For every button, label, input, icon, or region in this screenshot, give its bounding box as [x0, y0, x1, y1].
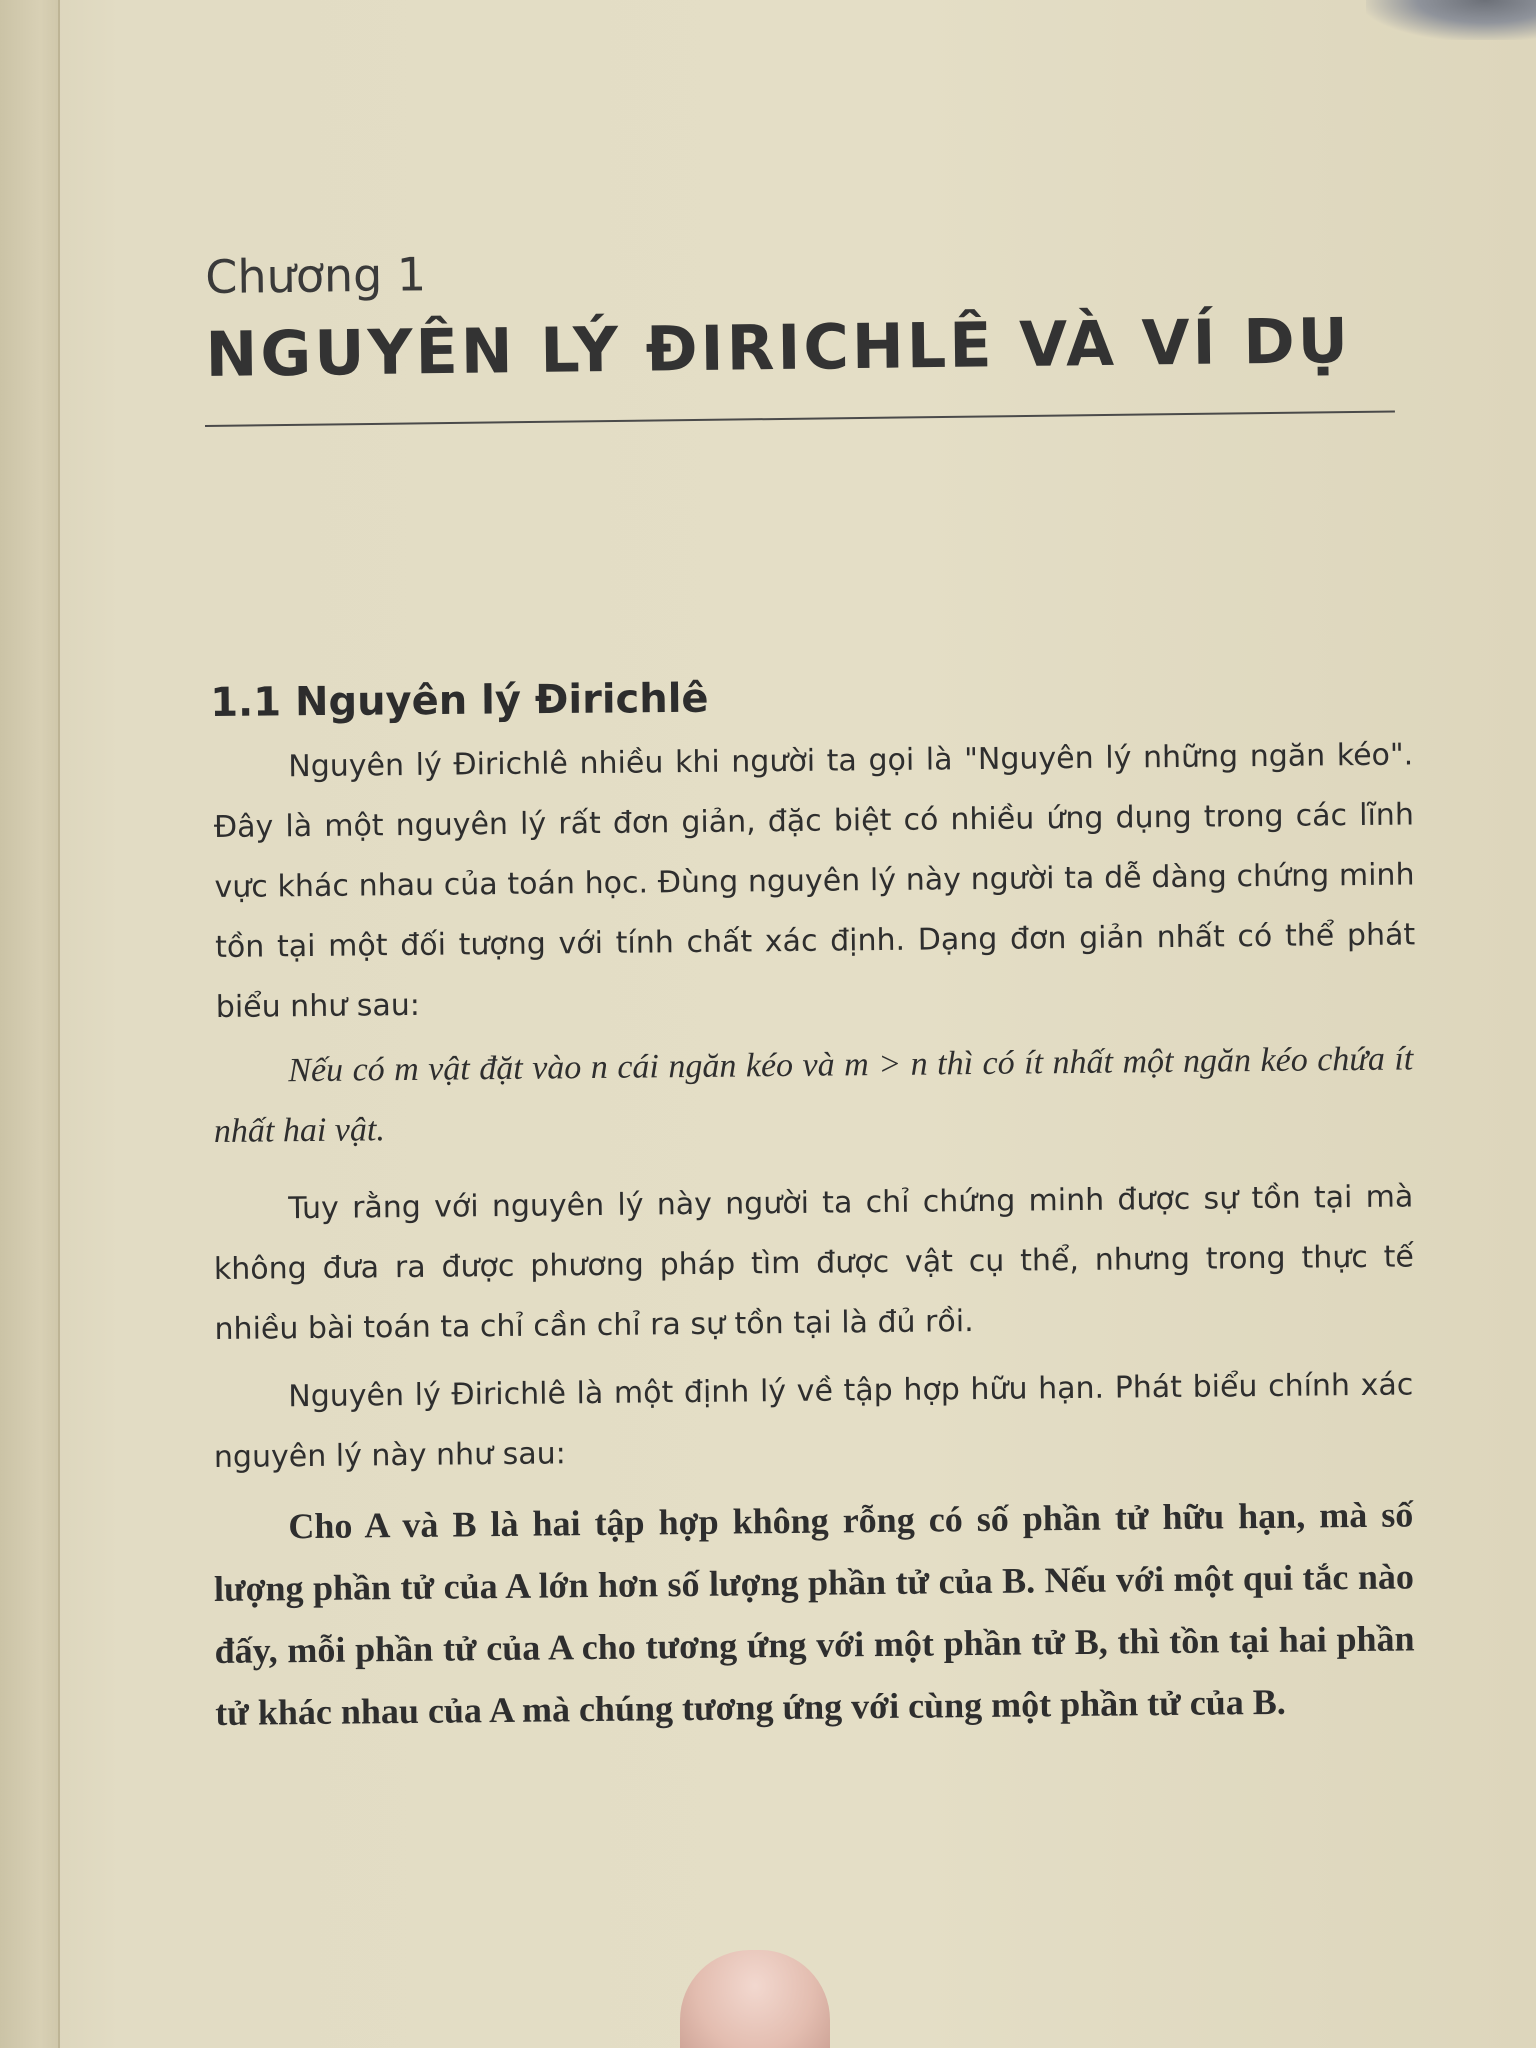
paragraph-definition-intro	[213, 1355, 1414, 1488]
paragraph-intro	[213, 725, 1416, 1038]
paragraph-remark-text: Tuy rằng với nguyên lý này người ta chỉ chứng minh được sự tồn tại mà không đưa ra được phương pháp tìm được vật cụ thể, nhưng trong thực tế nhiều bài toán ta chỉ cần chỉ ra sự tồn tại là đủ rồi.	[213, 1179, 1415, 1347]
paragraph-statement	[213, 1029, 1414, 1162]
chapter-label: Chương 1	[205, 247, 427, 304]
chapter-divider	[205, 410, 1395, 427]
paragraph-intro-text: Nguyên lý Đirichlê nhiều khi người ta gọi là "Nguyên lý những ngăn kéo". Đây là một nguyên lý rất đơn giản, đặc biệt có nhiều ứng dụng trong các lĩnh vực khác nhau của toán học. Đùng nguyên lý này người ta dễ dàng chứng minh tồn tại một đối tượng với tính chất xác định. Dạng đơn giản nhất có thể phát biểu như sau:	[213, 737, 1416, 1025]
finger-thumb	[680, 1950, 830, 2048]
paragraph-statement-text: Nếu có m vật đặt vào n cái ngăn kéo và m > n thì có ít nhất một ngăn kéo chứa ít nhất hai vật.	[213, 1040, 1414, 1150]
paragraph-remark	[213, 1167, 1415, 1360]
section-title: 1.1 Nguyên lý Đirichlê	[210, 675, 709, 726]
paragraph-definition-intro-text: Nguyên lý Đirichlê là một định lý về tập hợp hữu hạn. Phát biểu chính xác nguyên lý này như sau:	[213, 1367, 1414, 1475]
paragraph-theorem-text: Cho A và B là hai tập hợp không rỗng có số phần tử hữu hạn, mà số lượng phần tử của A lớn hơn số lượng phần tử của B. Nếu với một qui tắc nào đấy, mỗi phần tử của A cho tương ứng với một phần tử B, thì tồn tại hai phần tử khác nhau của A mà chúng tương ứng với cùng một phần tử của B.	[213, 1494, 1415, 1733]
chapter-title: NGUYÊN LÝ ĐIRICHLÊ VÀ VÍ DỤ	[205, 304, 1352, 391]
paragraph-theorem	[213, 1483, 1416, 1744]
book-spine-shadow	[0, 0, 60, 2048]
background-object	[1366, 0, 1536, 40]
